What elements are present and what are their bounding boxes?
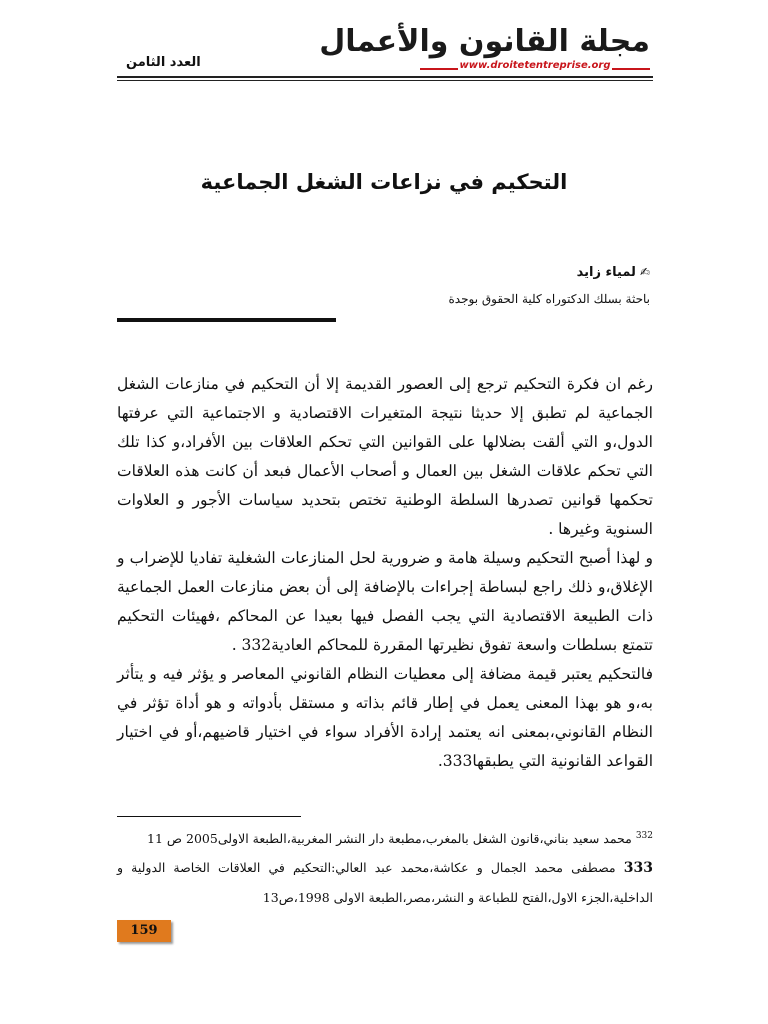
issue-label: العدد الثامن: [126, 55, 201, 70]
footnote-number: 333: [623, 860, 653, 877]
footnote-text: مصطفى محمد الجمال و عكاشة،محمد عبد العالي:التحكيم في العلاقات الخاصة الدولية و الداخلية،الجزء الاول،الفتح للطباعة و النشر،مصر،الطبعة الاولى 1998،ص13: [117, 860, 653, 906]
author-name: لمياء زايد: [576, 265, 636, 280]
journal-url-bar: [420, 60, 650, 73]
article-title: التحكيم في نزاعات الشغل الجماعية: [200, 170, 568, 194]
footnote-divider: [117, 816, 301, 817]
paragraph: و لهذا أصبح التحكيم وسيلة هامة و ضرورية لحل المنازعات الشغلية تفاديا للإضراب و الإغلاق،و ذلك راجع لبساطة إجراءات بالإضافة إلى أن بعض منازعات العمل الجماعية ذات الطبيعة الاقتصادية التي يجب الفصل فيها بعيدا عن المحاكم ،فهيئات التحكيم تتمتع بسلطات واسعة تفوق نظيرتها المقررة للمحاكم العادية332 .: [117, 549, 653, 654]
page-number-badge: 159: [117, 920, 171, 942]
journal-title: مجلة القانون والأعمال: [319, 24, 650, 59]
footnote: [117, 822, 653, 853]
header-divider: [117, 76, 653, 81]
author-line: [577, 265, 650, 280]
footnotes: [117, 822, 653, 912]
url-rule-left: [420, 68, 458, 70]
article-body: [117, 370, 653, 776]
journal-url-link[interactable]: www.droitetentreprise.org: [459, 60, 611, 71]
footnote-number: 332: [635, 831, 653, 841]
author-divider: [117, 318, 336, 322]
author-affiliation: باحثة بسلك الدكتوراه كلية الحقوق بوجدة: [448, 292, 650, 306]
paragraph: فالتحكيم يعتبر قيمة مضافة إلى معطيات النظام القانوني المعاصر و يؤثر فيه و يتأثر به،و هو بهذا المعنى يعمل في إطار قائم بذاته و مستقل بأدواته و هو أداة تؤثر في النظام القانوني،بمعنى انه يعتمد إرادة الأفراد سواء في اختيار قاضيهم،أو في اختيار القواعد القانونية التي يطبقها333.: [117, 665, 653, 770]
paragraph: رغم ان فكرة التحكيم ترجع إلى العصور القديمة إلا أن التحكيم في منازعات الشغل الجماعية لم تطبق إلا حديثا نتيجة المتغيرات الاقتصادية و الاجتماعية التي عرفتها الدول،و التي ألقت بضلالها على القوانين التي تحكم العلاقات بين الأفراد،و كذا تلك التي تحكم علاقات الشغل بين العمال و أصحاب الأعمال فبعد أن كانت هذه العلاقات تحكمها قوانين تصدرها السلطة الوطنية تختص بتحديد سياسات الأجور و العلاوات السنوية وغيرها .: [117, 375, 653, 538]
pen-icon: ✍: [639, 265, 650, 279]
footnote: [117, 853, 653, 912]
footnote-text: محمد سعيد بناني،قانون الشغل بالمغرب،مطبعة دار النشر المغربية،الطبعة الاولى2005 ص 11: [147, 831, 632, 847]
url-rule-right: [612, 68, 650, 70]
